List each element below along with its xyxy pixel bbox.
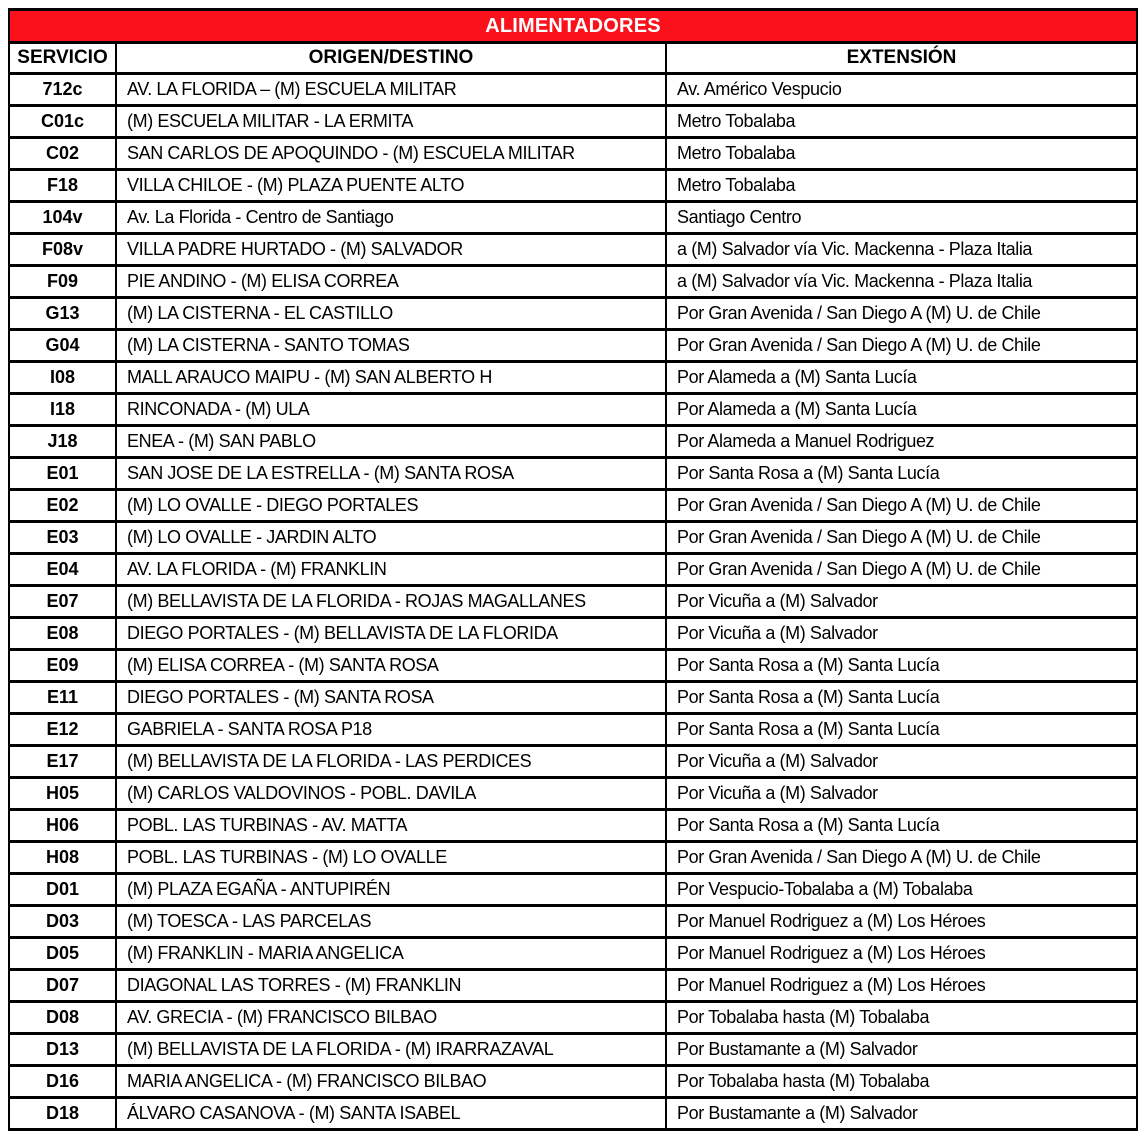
extension-cell: Por Gran Avenida / San Diego A (M) U. de Chile	[666, 842, 1137, 874]
origin-destination-cell: (M) ESCUELA MILITAR - LA ERMITA	[116, 106, 666, 138]
table-header-row	[9, 43, 1137, 74]
origin-destination-cell: DIAGONAL LAS TORRES - (M) FRANKLIN	[116, 970, 666, 1002]
origin-destination-cell: MALL ARAUCO MAIPU - (M) SAN ALBERTO H	[116, 362, 666, 394]
extension-cell: Por Santa Rosa a (M) Santa Lucía	[666, 650, 1137, 682]
origin-destination-cell: MARIA ANGELICA - (M) FRANCISCO BILBAO	[116, 1066, 666, 1098]
table-row	[9, 490, 1137, 522]
service-code-cell: G13	[9, 298, 116, 330]
service-code-cell: F09	[9, 266, 116, 298]
extension-cell: Por Gran Avenida / San Diego A (M) U. de Chile	[666, 330, 1137, 362]
service-code-cell: I18	[9, 394, 116, 426]
table-title: ALIMENTADORES	[9, 10, 1137, 43]
origin-destination-cell: (M) ELISA CORREA - (M) SANTA ROSA	[116, 650, 666, 682]
feeder-routes-sheet	[8, 8, 1136, 1131]
extension-cell: Por Vicuña a (M) Salvador	[666, 778, 1137, 810]
extension-cell: Por Santa Rosa a (M) Santa Lucía	[666, 458, 1137, 490]
service-code-cell: G04	[9, 330, 116, 362]
service-code-cell: H06	[9, 810, 116, 842]
extension-cell: Por Gran Avenida / San Diego A (M) U. de Chile	[666, 522, 1137, 554]
service-code-cell: C02	[9, 138, 116, 170]
table-row	[9, 778, 1137, 810]
column-header-origen-destino: ORIGEN/DESTINO	[116, 43, 666, 74]
origin-destination-cell: ENEA - (M) SAN PABLO	[116, 426, 666, 458]
column-header-servicio: SERVICIO	[9, 43, 116, 74]
origin-destination-cell: DIEGO PORTALES - (M) SANTA ROSA	[116, 682, 666, 714]
extension-cell: Por Alameda a (M) Santa Lucía	[666, 394, 1137, 426]
extension-cell: Por Manuel Rodriguez a (M) Los Héroes	[666, 938, 1137, 970]
origin-destination-cell: (M) FRANKLIN - MARIA ANGELICA	[116, 938, 666, 970]
feeder-routes-table	[8, 8, 1138, 1131]
service-code-cell: J18	[9, 426, 116, 458]
origin-destination-cell: DIEGO PORTALES - (M) BELLAVISTA DE LA FLORIDA	[116, 618, 666, 650]
service-code-cell: D07	[9, 970, 116, 1002]
extension-cell: Por Manuel Rodriguez a (M) Los Héroes	[666, 906, 1137, 938]
extension-cell: Por Bustamante a (M) Salvador	[666, 1098, 1137, 1130]
table-row	[9, 298, 1137, 330]
table-row	[9, 586, 1137, 618]
service-code-cell: D08	[9, 1002, 116, 1034]
extension-cell: Por Tobalaba hasta (M) Tobalaba	[666, 1066, 1137, 1098]
extension-cell: Av. Américo Vespucio	[666, 74, 1137, 106]
extension-cell: Por Vicuña a (M) Salvador	[666, 618, 1137, 650]
table-row	[9, 810, 1137, 842]
table-row	[9, 426, 1137, 458]
extension-cell: a (M) Salvador vía Vic. Mackenna - Plaza Italia	[666, 266, 1137, 298]
service-code-cell: D03	[9, 906, 116, 938]
table-row	[9, 202, 1137, 234]
origin-destination-cell: Av. La Florida - Centro de Santiago	[116, 202, 666, 234]
extension-cell: Por Tobalaba hasta (M) Tobalaba	[666, 1002, 1137, 1034]
service-code-cell: E09	[9, 650, 116, 682]
extension-cell: a (M) Salvador vía Vic. Mackenna - Plaza Italia	[666, 234, 1137, 266]
service-code-cell: D13	[9, 1034, 116, 1066]
table-row	[9, 650, 1137, 682]
extension-cell: Por Alameda a (M) Santa Lucía	[666, 362, 1137, 394]
service-code-cell: D18	[9, 1098, 116, 1130]
origin-destination-cell: (M) PLAZA EGAÑA - ANTUPIRÉN	[116, 874, 666, 906]
origin-destination-cell: (M) LA CISTERNA - SANTO TOMAS	[116, 330, 666, 362]
extension-cell: Por Gran Avenida / San Diego A (M) U. de Chile	[666, 554, 1137, 586]
extension-cell: Metro Tobalaba	[666, 170, 1137, 202]
extension-cell: Metro Tobalaba	[666, 138, 1137, 170]
origin-destination-cell: ÁLVARO CASANOVA - (M) SANTA ISABEL	[116, 1098, 666, 1130]
origin-destination-cell: PIE ANDINO - (M) ELISA CORREA	[116, 266, 666, 298]
table-row	[9, 394, 1137, 426]
origin-destination-cell: (M) CARLOS VALDOVINOS - POBL. DAVILA	[116, 778, 666, 810]
service-code-cell: H08	[9, 842, 116, 874]
table-row	[9, 74, 1137, 106]
origin-destination-cell: (M) LO OVALLE - DIEGO PORTALES	[116, 490, 666, 522]
extension-cell: Por Santa Rosa a (M) Santa Lucía	[666, 714, 1137, 746]
service-code-cell: I08	[9, 362, 116, 394]
table-row	[9, 618, 1137, 650]
table-row	[9, 714, 1137, 746]
service-code-cell: E17	[9, 746, 116, 778]
service-code-cell: E01	[9, 458, 116, 490]
origin-destination-cell: (M) LA CISTERNA - EL CASTILLO	[116, 298, 666, 330]
table-row	[9, 330, 1137, 362]
table-row	[9, 138, 1137, 170]
service-code-cell: C01c	[9, 106, 116, 138]
table-row	[9, 682, 1137, 714]
extension-cell: Por Gran Avenida / San Diego A (M) U. de Chile	[666, 490, 1137, 522]
extension-cell: Por Alameda a Manuel Rodriguez	[666, 426, 1137, 458]
origin-destination-cell: POBL. LAS TURBINAS - (M) LO OVALLE	[116, 842, 666, 874]
table-row	[9, 362, 1137, 394]
extension-cell: Por Vespucio-Tobalaba a (M) Tobalaba	[666, 874, 1137, 906]
table-row	[9, 266, 1137, 298]
table-row	[9, 554, 1137, 586]
origin-destination-cell: GABRIELA - SANTA ROSA P18	[116, 714, 666, 746]
table-row	[9, 906, 1137, 938]
extension-cell: Por Vicuña a (M) Salvador	[666, 746, 1137, 778]
origin-destination-cell: POBL. LAS TURBINAS - AV. MATTA	[116, 810, 666, 842]
table-row	[9, 1002, 1137, 1034]
table-row	[9, 234, 1137, 266]
origin-destination-cell: VILLA PADRE HURTADO - (M) SALVADOR	[116, 234, 666, 266]
table-row	[9, 746, 1137, 778]
extension-cell: Santiago Centro	[666, 202, 1137, 234]
table-row	[9, 1034, 1137, 1066]
extension-cell: Metro Tobalaba	[666, 106, 1137, 138]
service-code-cell: E02	[9, 490, 116, 522]
table-row	[9, 170, 1137, 202]
column-header-extension: EXTENSIÓN	[666, 43, 1137, 74]
extension-cell: Por Vicuña a (M) Salvador	[666, 586, 1137, 618]
service-code-cell: E08	[9, 618, 116, 650]
extension-cell: Por Santa Rosa a (M) Santa Lucía	[666, 810, 1137, 842]
table-row	[9, 458, 1137, 490]
extension-cell: Por Santa Rosa a (M) Santa Lucía	[666, 682, 1137, 714]
service-code-cell: D01	[9, 874, 116, 906]
extension-cell: Por Manuel Rodriguez a (M) Los Héroes	[666, 970, 1137, 1002]
table-body	[9, 74, 1137, 1130]
origin-destination-cell: (M) BELLAVISTA DE LA FLORIDA - (M) IRARRAZAVAL	[116, 1034, 666, 1066]
origin-destination-cell: AV. LA FLORIDA - (M) FRANKLIN	[116, 554, 666, 586]
service-code-cell: E11	[9, 682, 116, 714]
origin-destination-cell: (M) LO OVALLE - JARDIN ALTO	[116, 522, 666, 554]
origin-destination-cell: SAN CARLOS DE APOQUINDO - (M) ESCUELA MILITAR	[116, 138, 666, 170]
table-row	[9, 1066, 1137, 1098]
table-row	[9, 106, 1137, 138]
table-title-row	[9, 10, 1137, 43]
table-row	[9, 970, 1137, 1002]
origin-destination-cell: (M) BELLAVISTA DE LA FLORIDA - ROJAS MAGALLANES	[116, 586, 666, 618]
extension-cell: Por Bustamante a (M) Salvador	[666, 1034, 1137, 1066]
table-row	[9, 842, 1137, 874]
service-code-cell: E03	[9, 522, 116, 554]
service-code-cell: E07	[9, 586, 116, 618]
service-code-cell: 712c	[9, 74, 116, 106]
service-code-cell: F08v	[9, 234, 116, 266]
origin-destination-cell: SAN JOSE DE LA ESTRELLA - (M) SANTA ROSA	[116, 458, 666, 490]
service-code-cell: D05	[9, 938, 116, 970]
table-row	[9, 522, 1137, 554]
service-code-cell: 104v	[9, 202, 116, 234]
service-code-cell: H05	[9, 778, 116, 810]
service-code-cell: F18	[9, 170, 116, 202]
service-code-cell: E12	[9, 714, 116, 746]
table-row	[9, 874, 1137, 906]
origin-destination-cell: (M) BELLAVISTA DE LA FLORIDA - LAS PERDICES	[116, 746, 666, 778]
origin-destination-cell: AV. GRECIA - (M) FRANCISCO BILBAO	[116, 1002, 666, 1034]
table-row	[9, 938, 1137, 970]
origin-destination-cell: VILLA CHILOE - (M) PLAZA PUENTE ALTO	[116, 170, 666, 202]
origin-destination-cell: AV. LA FLORIDA – (M) ESCUELA MILITAR	[116, 74, 666, 106]
table-row	[9, 1098, 1137, 1130]
origin-destination-cell: (M) TOESCA - LAS PARCELAS	[116, 906, 666, 938]
service-code-cell: D16	[9, 1066, 116, 1098]
extension-cell: Por Gran Avenida / San Diego A (M) U. de Chile	[666, 298, 1137, 330]
service-code-cell: E04	[9, 554, 116, 586]
origin-destination-cell: RINCONADA - (M) ULA	[116, 394, 666, 426]
